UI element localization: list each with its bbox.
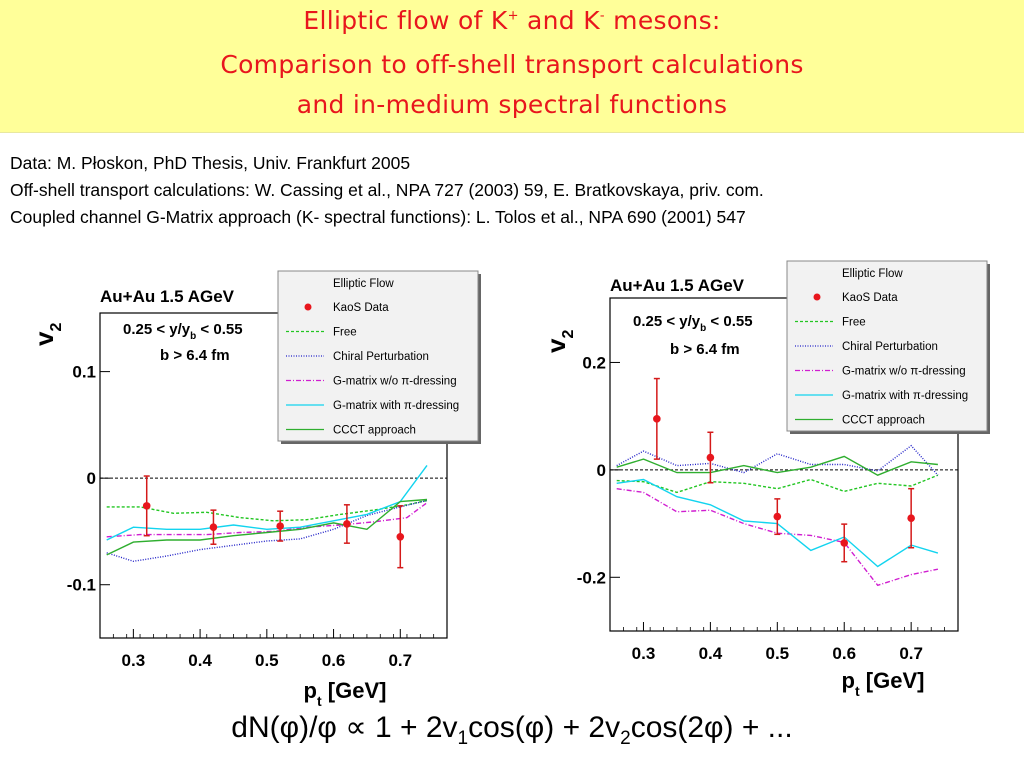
series-line-ccct-approach <box>107 500 427 555</box>
data-point <box>707 454 715 462</box>
legend-label: G-matrix with π-dressing <box>333 400 460 412</box>
y-tick-label: -0.2 <box>576 568 606 588</box>
system-label: Au+Au 1.5 AGeV <box>610 276 744 295</box>
rapidity-cut-sub: b <box>700 323 707 334</box>
impact-parameter-label: b > 6.4 fm <box>670 341 740 358</box>
flow-formula <box>0 710 1024 750</box>
y-tick-label: 0 <box>596 460 606 480</box>
data-point <box>907 514 915 522</box>
legend-title: Elliptic Flow <box>333 278 394 290</box>
x-axis-label: $p_t$ [GeV] <box>303 678 387 708</box>
x-tick-label: 0.5 <box>765 644 790 663</box>
title-line-2: Comparison to off-shell transport calculations <box>220 50 804 79</box>
legend-label: Chiral Perturbation <box>333 351 429 363</box>
legend-label: Free <box>842 316 866 329</box>
x-axis-label: $p_t$ [GeV] <box>841 668 925 699</box>
title-text-a: Elliptic flow of K <box>303 6 508 35</box>
data-point <box>774 513 782 521</box>
series-line-free <box>107 501 427 521</box>
legend-label: G-matrix with π-dressing <box>842 390 969 402</box>
y-tick-label: -0.1 <box>66 575 96 595</box>
title-sup-plus: + <box>507 8 519 24</box>
reference-data: Data: M. Płoskon, PhD Thesis, Univ. Frankfurt 2005 <box>10 153 411 173</box>
x-tick-label: 0.5 <box>255 651 279 670</box>
formula-sub-2: 2 <box>620 728 631 749</box>
title-line-1 <box>0 6 1024 35</box>
title-text-c: mesons: <box>604 6 721 35</box>
data-point <box>840 539 848 547</box>
x-tick-label: 0.3 <box>631 644 656 663</box>
y-tick-label: 0.1 <box>72 362 96 382</box>
legend-label: KaoS Data <box>842 292 898 304</box>
x-tick-label: 0.7 <box>388 651 413 670</box>
x-tick-label: 0.6 <box>321 651 346 670</box>
legend-label: Chiral Perturbation <box>842 341 938 353</box>
legend-marker-kaos-data <box>305 304 312 311</box>
x-axis-label-unit: [GeV] <box>859 668 925 693</box>
formula-part-3: cos(2φ) + ... <box>630 711 793 744</box>
legend-marker-kaos-data <box>814 294 821 301</box>
title-banner <box>0 0 1024 133</box>
data-point <box>210 523 218 531</box>
x-tick-label: 0.4 <box>698 644 723 663</box>
x-axis-label-unit: [GeV] <box>321 678 387 703</box>
x-tick-label: 0.3 <box>121 651 146 670</box>
legend-label: KaoS Data <box>333 302 389 314</box>
rapidity-cut-sub: b <box>190 331 197 342</box>
y-axis-label: $v_2$ <box>541 329 577 353</box>
legend-label: Free <box>333 326 357 339</box>
y-axis-label-sub: 2 <box>48 322 65 332</box>
rapidity-cut-label: $0.25 < y/y_b < 0.55$ <box>633 313 753 334</box>
data-point <box>276 522 284 530</box>
x-tick-label: 0.7 <box>899 644 923 663</box>
rapidity-cut-tail: < 0.55 <box>196 321 243 338</box>
reference-list <box>10 150 764 231</box>
data-point <box>653 415 661 423</box>
series-line-ccct-approach <box>617 456 938 475</box>
rapidity-cut-tail: < 0.55 <box>706 313 753 330</box>
formula-part-2: cos(φ) + 2v <box>468 711 621 744</box>
reference-transport: Off-shell transport calculations: W. Cassing et al., NPA 727 (2003) 59, E. Bratkovskaya, priv. com. <box>10 180 764 200</box>
legend-label: CCCT approach <box>333 424 416 437</box>
series-line-g-matrix-with-dressing <box>107 465 427 540</box>
legend-label: CCCT approach <box>842 414 925 427</box>
data-point <box>343 520 351 528</box>
reference-gmatrix: Coupled channel G-Matrix approach (K- spectral functions): L. Tolos et al., NPA 690 (2001) 547 <box>10 207 746 227</box>
impact-parameter-label: b > 6.4 fm <box>160 347 230 364</box>
x-axis-label-sub: t <box>316 693 322 708</box>
rapidity-cut-label: $0.25 < y/y_b < 0.55$ <box>123 321 243 342</box>
x-tick-label: 0.6 <box>832 644 857 663</box>
legend-label: G-matrix w/o π-dressing <box>842 365 966 378</box>
kminus-v2-chart <box>525 258 995 708</box>
x-tick-label: 0.4 <box>188 651 212 670</box>
data-point <box>143 502 151 510</box>
y-tick-label: 0 <box>86 469 96 489</box>
system-label: Au+Au 1.5 AGeV <box>100 287 234 306</box>
legend-title: Elliptic Flow <box>842 268 903 280</box>
y-axis-label: $v_2$ <box>29 322 65 346</box>
data-point <box>396 533 404 541</box>
formula-part-1: dN(φ)/φ ∝ 1 + 2v <box>231 711 458 744</box>
title-line-3: and in-medium spectral functions <box>296 90 728 119</box>
legend-label: G-matrix w/o π-dressing <box>333 375 457 388</box>
x-axis-label-sub: t <box>854 683 860 699</box>
title-text-b: and K <box>518 6 600 35</box>
kplus-v2-chart <box>20 268 490 708</box>
title-sup-minus: - <box>599 8 605 24</box>
y-tick-label: 0.2 <box>582 353 606 373</box>
y-axis-label-sub: 2 <box>560 329 577 339</box>
formula-sub-1: 1 <box>457 728 469 749</box>
